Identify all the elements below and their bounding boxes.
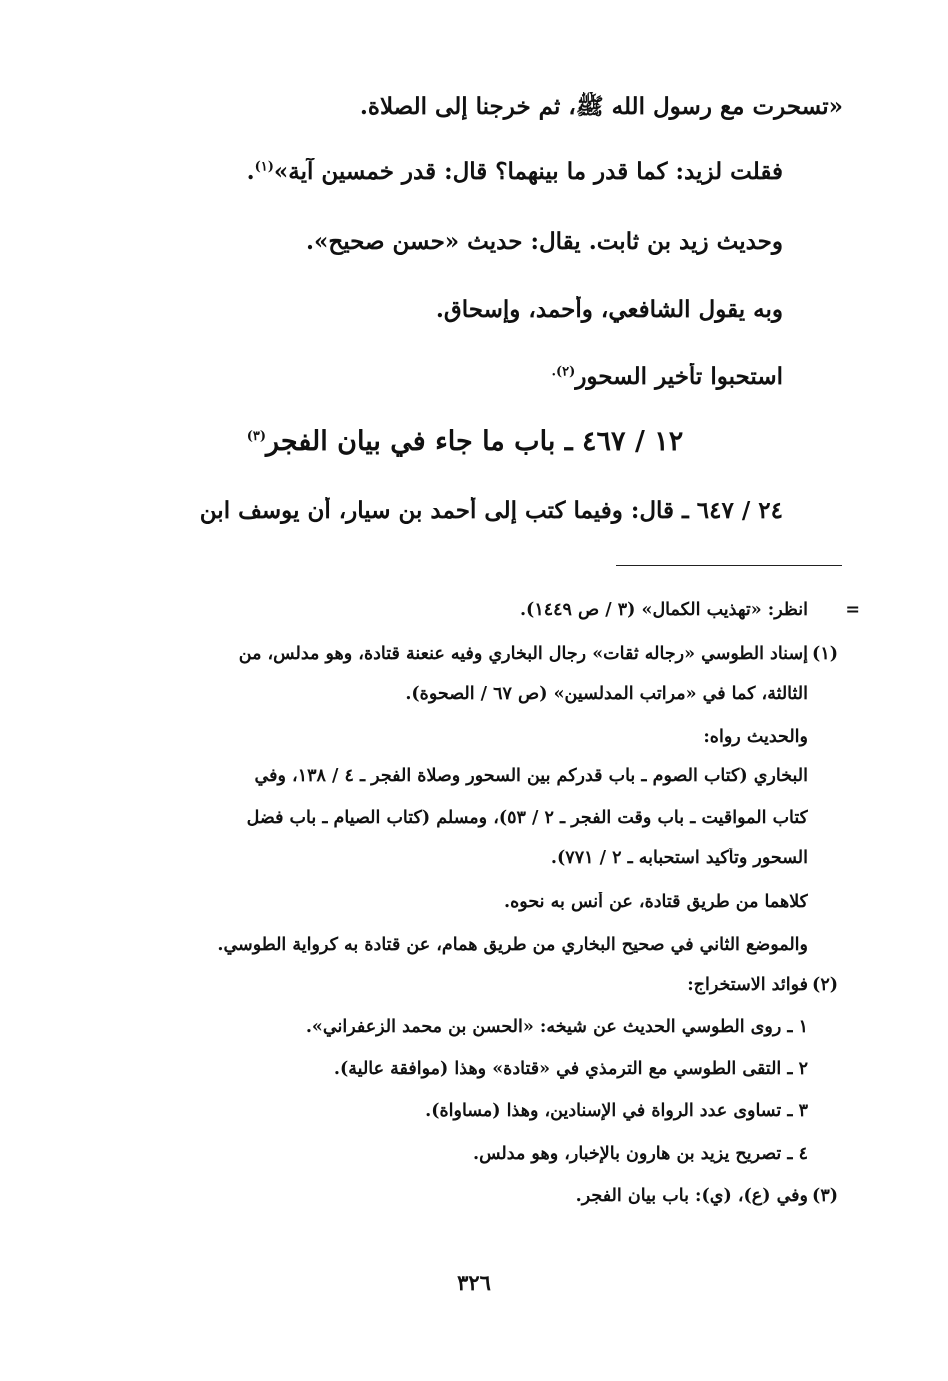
footnote-2-item-4: ٤ ـ تصريح يزيد بن هارون بالإخبار، وهو مدلس. <box>473 1144 808 1164</box>
footnote-2-label: (٢) <box>812 975 838 995</box>
section-heading-text: ١٢ / ٤٦٧ ـ باب ما جاء في بيان الفجر <box>266 426 684 457</box>
main-line-1: «تسحرت مع رسول الله ﷺ، ثم خرجنا إلى الصلاة. <box>359 93 843 120</box>
main-line-2-text: فقلت لزيد: كما قدر ما بينهما؟ قال: قدر خمسين آية» <box>273 158 783 185</box>
hadith-line: ٢٤ / ٦٤٧ ـ قال: وفيما كتب إلى أحمد بن سيار، أن يوسف ابن <box>199 497 783 524</box>
main-line-2 <box>123 158 783 185</box>
main-line-5 <box>123 363 783 390</box>
footnote-1-line-6: السحور وتأكيد استحبابه ـ ٢ / ٧٧١). <box>550 848 808 868</box>
footnote-1-line-5: كتاب المواقيت ـ باب وقت الفجر ـ ٢ / ٥٣)، ومسلم (كتاب الصيام ـ باب فضل <box>246 808 808 828</box>
footnote-1-line-4: البخاري (كتاب الصوم ـ باب قدركم بين السحور وصلاة الفجر ـ ٤ / ١٣٨، وفي <box>254 766 808 786</box>
footnote-2-item-1: ١ ـ روى الطوسي الحديث عن شيخه: «الحسن بن محمد الزعفراني». <box>305 1017 808 1037</box>
footnote-1-line-8: والموضع الثاني في صحيح البخاري من طريق همام، عن قتادة به كرواية الطوسي. <box>217 935 808 955</box>
footnote-3-label: (٣) <box>812 1186 838 1206</box>
main-line-3: وحديث زيد بن ثابت. يقال: حديث «حسن صحيح». <box>305 228 783 255</box>
footnote-2-title: فوائد الاستخراج: <box>687 975 808 995</box>
footnote-1-line-1: إسناد الطوسي «رجاله ثقات» رجال البخاري وفيه عنعنة قتادة، وهو مدلس، من <box>238 644 808 664</box>
footnote-1-line-7: كلاهما من طريق قتادة، عن أنس به نحوه. <box>504 892 808 912</box>
footnote-ref-3: (٣) <box>246 429 267 444</box>
footnote-2-item-3: ٣ ـ تساوى عدد الرواة في الإسنادين، وهذا (مساواة). <box>425 1101 808 1121</box>
main-line-4: وبه يقول الشافعي، وأحمد، وإسحاق. <box>435 296 783 323</box>
footnote-divider <box>616 565 842 566</box>
footnote-continuation: انظر: «تهذيب الكمال» (٣ / ص ١٤٤٩). <box>519 600 808 620</box>
section-heading <box>105 426 825 457</box>
footnote-2-item-2: ٢ ـ التقى الطوسي مع الترمذي في «قتادة» وهذا (موافقة عالية). <box>333 1059 808 1079</box>
main-line-5-text: استحبوا تأخير السحور <box>575 363 783 390</box>
footnote-1-line-2: الثالثة، كما في «مراتب المدلسين» (ص ٦٧ / الصحوة). <box>405 684 808 704</box>
main-line-2-end: . <box>246 158 255 185</box>
footnote-3-text: وفي (ع)، (ي): باب بيان الفجر. <box>575 1186 808 1206</box>
page-number: ٣٢٦ <box>457 1270 491 1295</box>
footnote-continuation-marker: = <box>845 600 860 620</box>
footnote-ref-2: (٢). <box>551 364 576 380</box>
footnote-ref-1: (١) <box>254 159 274 175</box>
footnote-1-line-3: والحديث رواه: <box>703 727 808 747</box>
footnote-1-label: (١) <box>812 644 838 664</box>
